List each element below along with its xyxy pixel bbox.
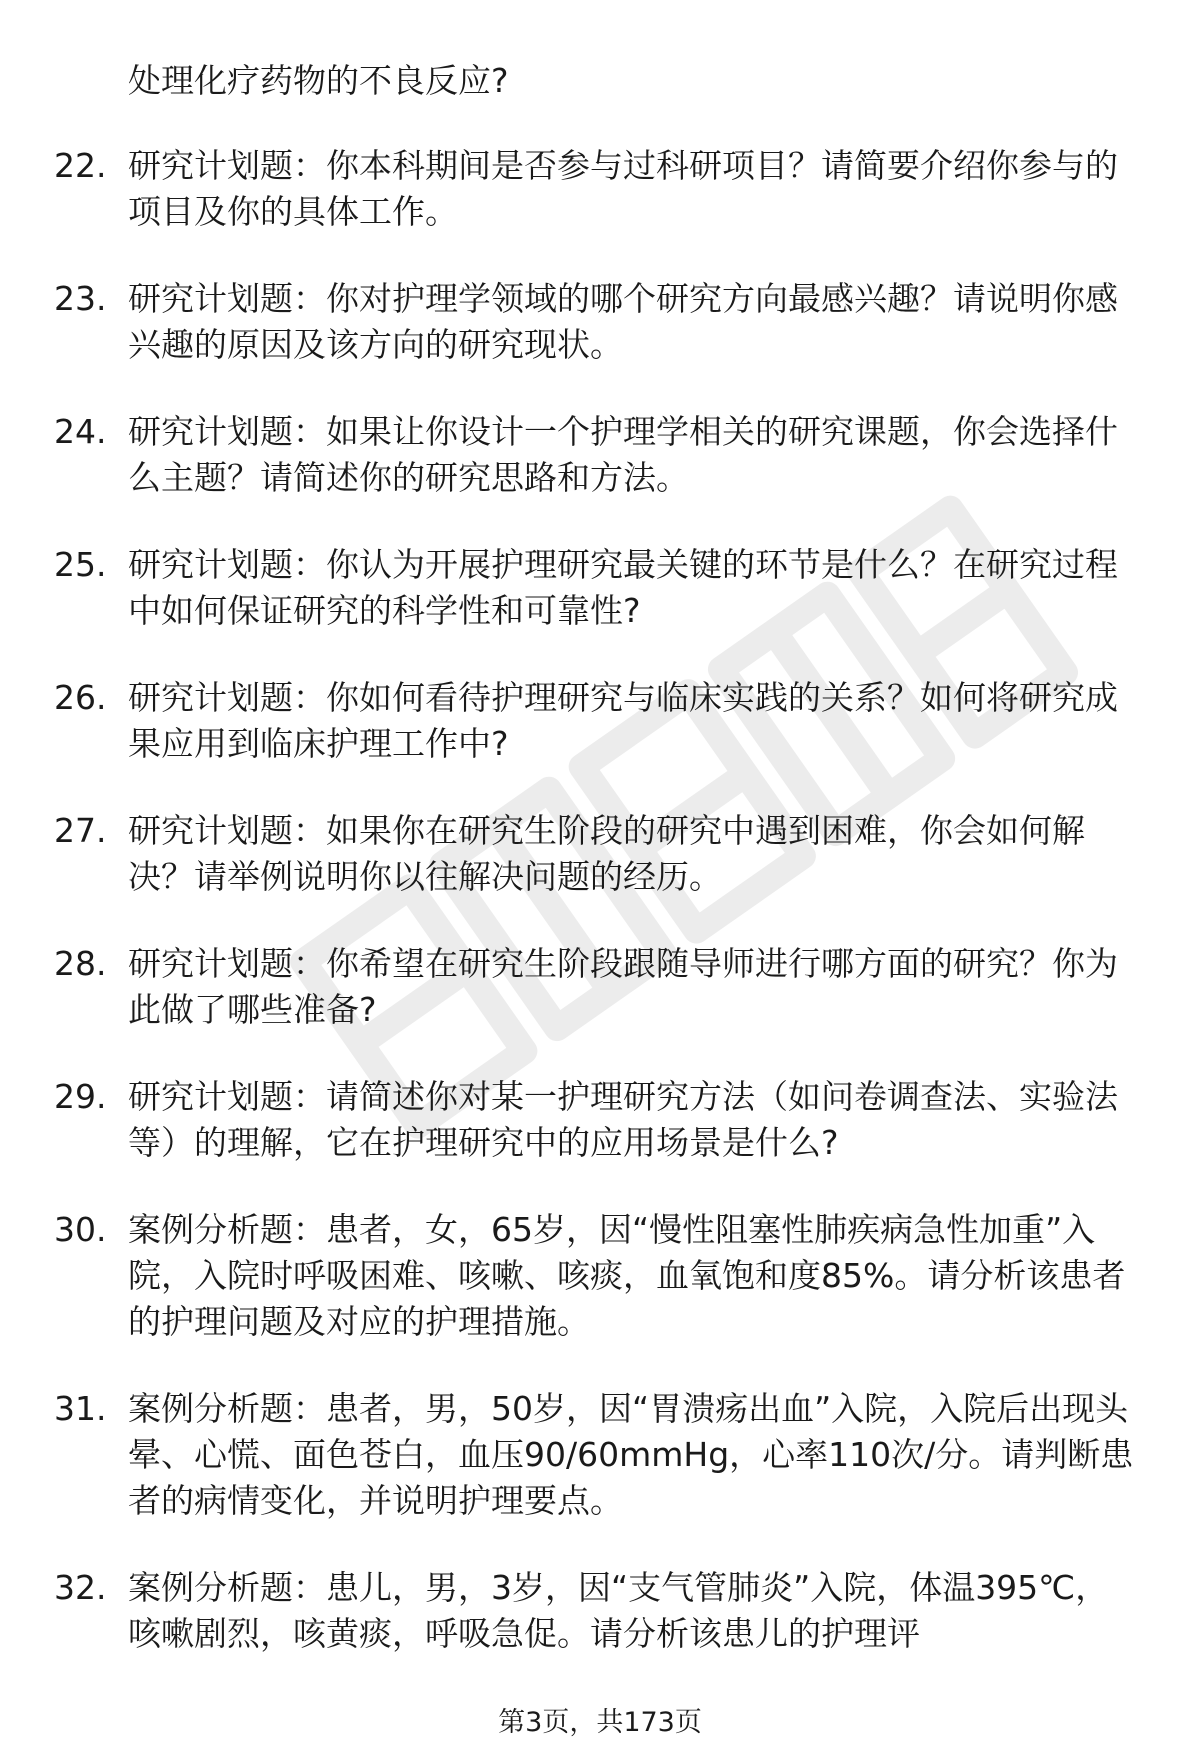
question-text: 研究计划题：如果你在研究生阶段的研究中遇到困难，你会如何解决？请举例说明你以往解决问题的经历。: [128, 811, 1085, 896]
list-item: [0, 1386, 1200, 1524]
list-item: [0, 1074, 1200, 1166]
list-item: [0, 143, 1200, 235]
question-number: 26.: [54, 678, 107, 717]
question-number: 27.: [54, 811, 107, 850]
question-number: 30.: [54, 1210, 107, 1249]
question-text: 案例分析题：患者，男，50岁，因“胃溃疡出血”入院，入院后出现头晕、心慌、面色苍白，血压90/60mmHg，心率110次/分。请判断患者的病情变化，并说明护理要点。: [128, 1389, 1134, 1520]
question-number: 22.: [54, 146, 107, 185]
question-number: 32.: [54, 1568, 107, 1607]
question-text: 研究计划题：你希望在研究生阶段跟随导师进行哪方面的研究？你为此做了哪些准备?: [128, 944, 1118, 1029]
list-item: [0, 808, 1200, 900]
question-text: 研究计划题：请简述你对某一护理研究方法（如问卷调查法、实验法等）的理解，它在护理研究中的应用场景是什么?: [128, 1077, 1118, 1162]
question-number: 28.: [54, 944, 107, 983]
question-number: 31.: [54, 1389, 107, 1428]
list-item: [0, 542, 1200, 634]
question-number: 25.: [54, 545, 107, 584]
question-text: 研究计划题：你对护理学领域的哪个研究方向最感兴趣？请说明你感兴趣的原因及该方向的研究现状。: [128, 279, 1118, 364]
question-number: 23.: [54, 279, 107, 318]
list-item: [0, 1207, 1200, 1345]
list-item: [0, 276, 1200, 368]
question-text: 研究计划题：如果让你设计一个护理学相关的研究课题，你会选择什么主题？请简述你的研究思路和方法。: [128, 412, 1118, 497]
list-item: [0, 675, 1200, 767]
question-text: 案例分析题：患者，女，65岁，因“慢性阻塞性肺疾病急性加重”入院，入院时呼吸困难、咳嗽、咳痰，血氧饱和度85%。请分析该患者的护理问题及对应的护理措施。: [128, 1210, 1126, 1341]
question-list: [0, 143, 1200, 1698]
list-item: [0, 1565, 1200, 1657]
question-text: 研究计划题：你认为开展护理研究最关键的环节是什么？在研究过程中如何保证研究的科学性和可靠性?: [128, 545, 1118, 630]
question-text: 案例分析题：患儿，男，3岁，因“支气管肺炎”入院，体温395℃，咳嗽剧烈，咳黄痰，呼吸急促。请分析该患儿的护理评: [128, 1568, 1109, 1653]
question-text: 研究计划题：你本科期间是否参与过科研项目？请简要介绍你参与的项目及你的具体工作。: [128, 146, 1118, 231]
page-footer: 第3页，共173页: [498, 1707, 702, 1738]
question-number: 29.: [54, 1077, 107, 1116]
continuation-text: 处理化疗药物的不良反应?: [128, 61, 509, 100]
question-text: 研究计划题：你如何看待护理研究与临床实践的关系？如何将研究成果应用到临床护理工作中?: [128, 678, 1118, 763]
list-item: [0, 941, 1200, 1033]
list-item: [0, 409, 1200, 501]
question-number: 24.: [54, 412, 107, 451]
